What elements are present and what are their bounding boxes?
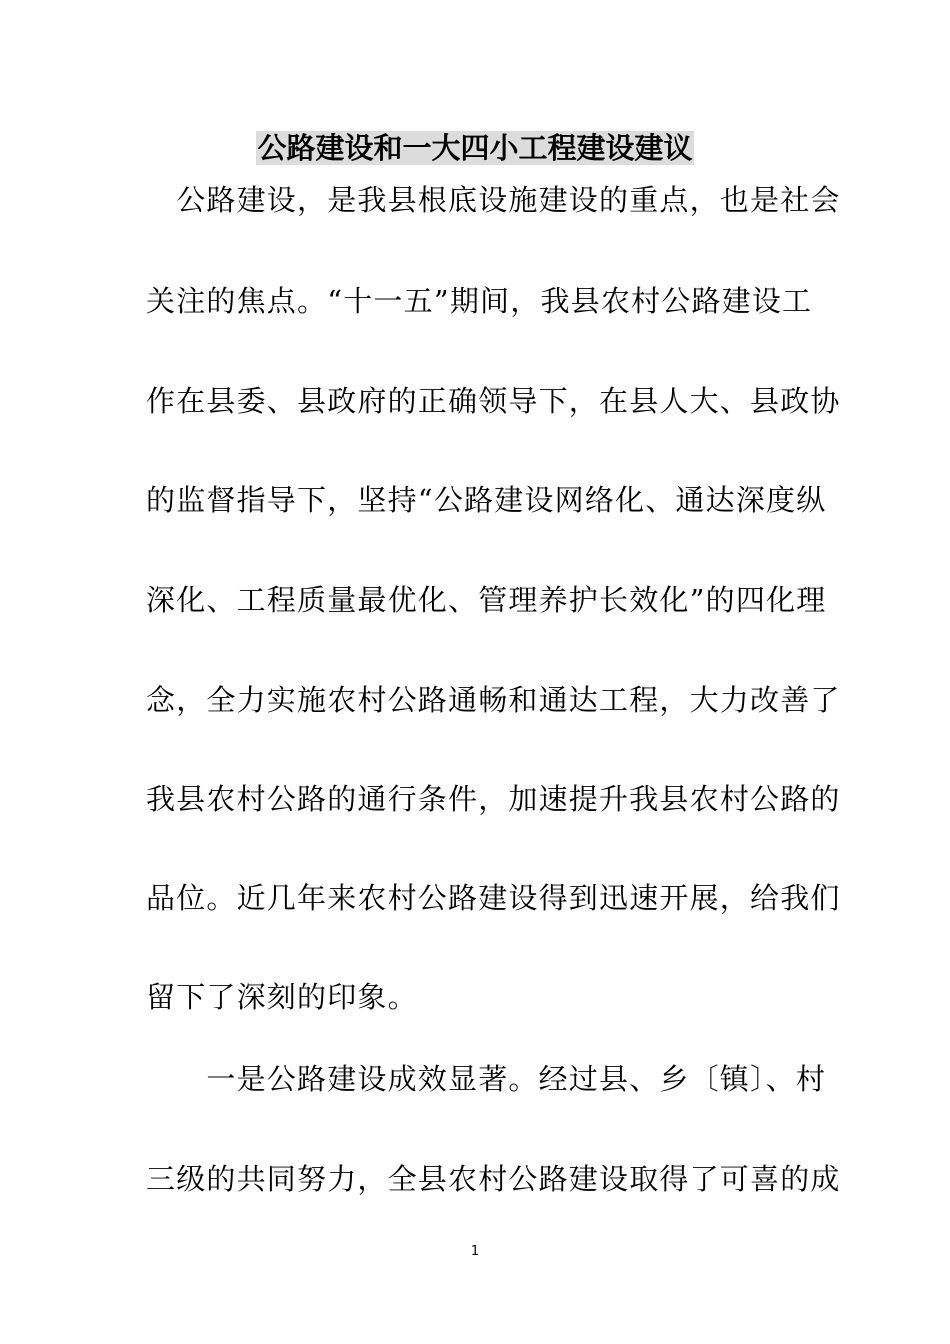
paragraph-line: 的监督指导下，坚持“公路建设网络化、通达深度纵 [146,483,827,517]
paragraph-line: 关注的焦点。“十一五”期间，我县农村公路建设工 [146,284,813,318]
paragraph-line: 一是公路建设成效显著。经过县、乡〔镇〕、村 [146,1062,827,1096]
paragraph-line: 深化、工程质量最优化、管理养护长效化”的四化理 [146,583,827,617]
page-number: 1 [470,1244,480,1259]
paragraph-line: 三级的共同努力，全县农村公路建设取得了可喜的成 [146,1162,841,1196]
document-title-text: 公路建设和一大四小工程建设建议 [257,131,693,165]
paragraph-line: 公路建设，是我县根底设施建设的重点，也是社会 [146,183,841,217]
document-title [0,128,950,168]
paragraph-line: 留下了深刻的印象。 [146,980,418,1014]
paragraph-line: 品位。近几年来农村公路建设得到迅速开展，给我们 [146,881,841,915]
paragraph-line: 作在县委、县政府的正确领导下，在县人大、县政协 [146,384,841,418]
paragraph-line: 念，全力实施农村公路通畅和通达工程，大力改善了 [146,683,841,717]
paragraph-line: 我县农村公路的通行条件，加速提升我县农村公路的 [146,782,841,816]
